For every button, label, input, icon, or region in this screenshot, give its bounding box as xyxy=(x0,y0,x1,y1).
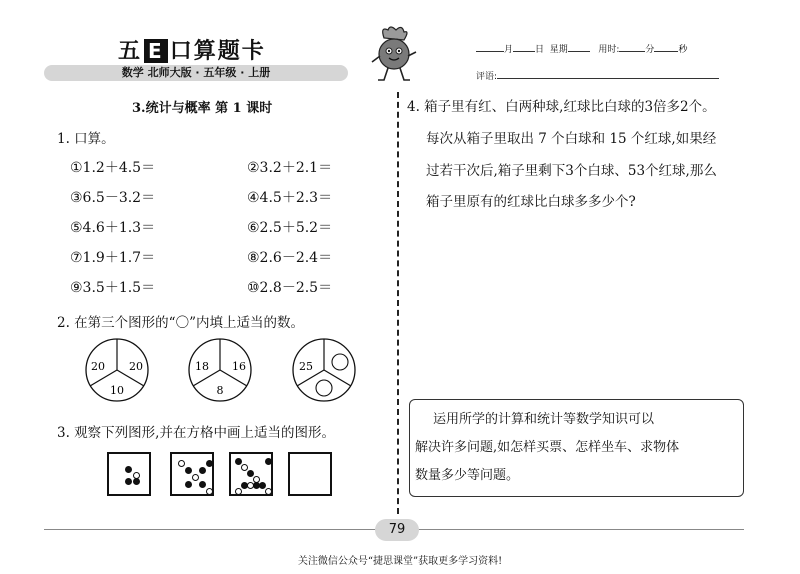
blank-circle-icon xyxy=(332,354,348,370)
q4-line: 每次从箱子里取出 7 个白球和 15 个红球,如果经 xyxy=(426,131,717,147)
q1-item: ①1.2＋4.5＝ xyxy=(70,160,156,176)
q1-item: ④4.5＋2.3＝ xyxy=(247,190,333,206)
pattern-square-2 xyxy=(170,452,214,496)
tip-line: 运用所学的计算和统计等数学知识可以 xyxy=(433,412,655,427)
q2-figures xyxy=(70,336,370,404)
section-title: 3.统计与概率 第 1 课时 xyxy=(132,101,273,116)
q1-item: ⑧2.6－2.4＝ xyxy=(247,250,333,266)
q4-line: 4. 箱子里有红、白两种球,红球比白球的3倍多2个。 xyxy=(407,99,716,115)
pattern-square-1 xyxy=(107,452,151,496)
circle1-value: 10 xyxy=(110,384,124,397)
q4-line: 箱子里原有的红球比白球多多少个? xyxy=(426,194,636,210)
answer-square-empty[interactable] xyxy=(288,452,332,496)
q1-item: ⑦1.9＋1.7＝ xyxy=(70,250,156,266)
q1-item: ②3.2＋2.1＝ xyxy=(247,160,333,176)
pattern-square-3 xyxy=(229,452,273,496)
circle3-value: 25 xyxy=(299,360,313,373)
circle-figure-1 xyxy=(86,339,148,401)
q1-item: ⑤4.6＋1.3＝ xyxy=(70,220,156,236)
tip-line: 解决许多问题,如怎样买票、怎样坐车、求物体 xyxy=(415,440,680,455)
q1-item: ⑨3.5＋1.5＝ xyxy=(70,280,156,296)
circle-figure-2 xyxy=(189,339,251,401)
q4-line: 过若干次后,箱子里剩下3个白球、53个红球,那么 xyxy=(426,163,717,179)
q1-item: ⑥2.5＋5.2＝ xyxy=(247,220,333,236)
circle2-value: 16 xyxy=(232,360,246,373)
circle2-value: 8 xyxy=(216,384,224,397)
circle1-value: 20 xyxy=(129,360,143,373)
q1-item: ③6.5－3.2＝ xyxy=(70,190,156,206)
tip-line: 数量多少等问题。 xyxy=(415,468,520,483)
column-divider xyxy=(397,92,399,514)
radish-mascot-icon xyxy=(362,24,424,86)
card-title: 五 E 口算题卡 xyxy=(118,39,266,64)
tip-text xyxy=(415,406,737,490)
footer-note: 关注微信公众号“捷思课堂”获取更多学习资料! xyxy=(297,556,503,567)
circle-figure-3 xyxy=(293,339,355,401)
q1-item: ⑩2.8－2.5＝ xyxy=(247,280,333,296)
page-number: 79 xyxy=(375,519,419,541)
circle1-value: 20 xyxy=(91,360,105,373)
circle2-value: 18 xyxy=(195,360,209,373)
q3-heading: 3. 观察下列图形,并在方格中画上适当的图形。 xyxy=(57,425,335,441)
date-time-line: 月 日 星期 用时: 分 秒 xyxy=(476,42,687,55)
blank-circle-icon xyxy=(316,380,332,396)
q2-heading: 2. 在第三个图形的“〇”内填上适当的数。 xyxy=(57,315,304,331)
subject-bar: 数学 北师大版 · 五年级 · 上册 xyxy=(44,65,348,81)
q1-heading: 1. 口算。 xyxy=(57,131,115,147)
review-line: 评语: xyxy=(476,69,719,82)
